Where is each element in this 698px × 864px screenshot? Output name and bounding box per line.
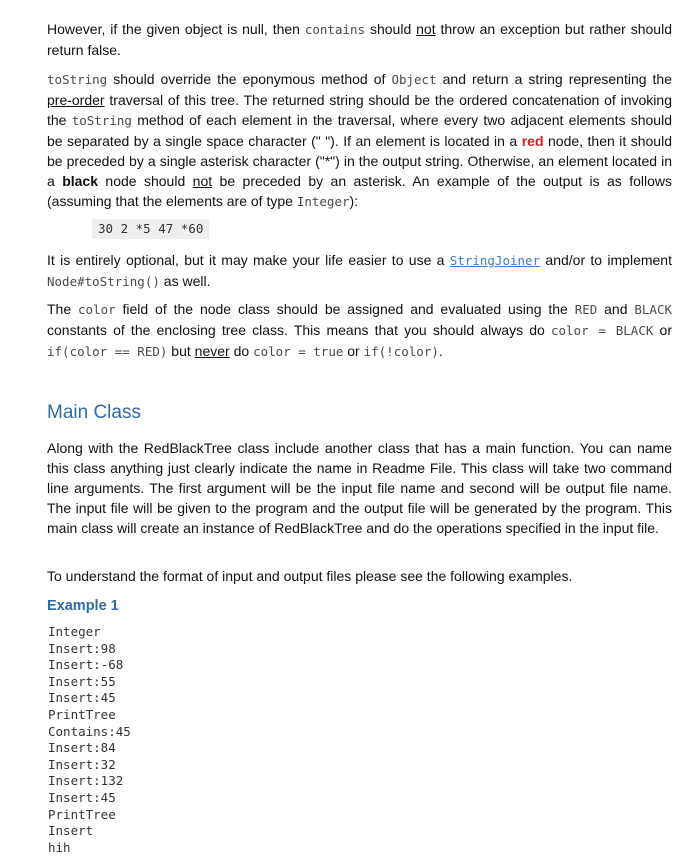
text-span: be preceded by an asterisk. An example of the output is as follows (assuming that the elements are of type — [47, 173, 672, 209]
text-span: and/or to implement — [540, 252, 672, 268]
code-if-not-color: if(!color) — [363, 344, 439, 359]
code-color: color — [78, 302, 116, 317]
optional-stringjoiner-paragraph — [47, 250, 672, 292]
code-line: hih — [48, 839, 71, 855]
code-line: Insert — [48, 823, 94, 839]
text-span: as well. — [159, 273, 211, 289]
code-integer: Integer — [296, 194, 350, 209]
color-field-paragraph — [47, 299, 672, 362]
text-span: constants of the enclosing tree class. This means that you should always do — [47, 322, 551, 338]
example-1-input-code — [48, 624, 131, 856]
code-tostring: toString — [71, 113, 132, 128]
text-span: should override the eponymous method of — [107, 71, 392, 87]
code-color-black: color = BLACK — [551, 323, 654, 338]
code-object: Object — [391, 72, 437, 87]
text-span: or — [653, 322, 673, 338]
code-line: PrintTree — [48, 806, 116, 822]
code-line: Insert:45 — [48, 690, 116, 706]
code-red: RED — [574, 302, 598, 317]
example-1-heading: Example 1 — [47, 598, 119, 614]
text-span: and — [597, 301, 635, 317]
red-keyword: red — [521, 133, 544, 149]
text-span: throw an exception but rather should return false. — [47, 21, 672, 58]
text-span: It is entirely optional, but it may make your life easier to use a — [47, 252, 450, 268]
code-line: Insert:32 — [48, 756, 116, 772]
text-span: traversal of this tree. The returned string should be the ordered concatenation of invoking the — [47, 92, 672, 128]
code-line: Insert:55 — [48, 673, 116, 689]
text-span: and return a string representing the — [436, 71, 673, 87]
code-line: Insert:84 — [48, 740, 116, 756]
text-span: However, if the given object is null, then — [47, 21, 305, 37]
black-keyword: black — [62, 173, 99, 189]
code-line: Insert:-68 — [48, 657, 124, 673]
code-contains: contains — [304, 22, 366, 37]
code-color-true: color = true — [253, 344, 344, 359]
text-span: node, then it should be preceded by a single asterisk character ("*") in the output string. Otherwise, an element located in a — [47, 133, 672, 189]
code-line: Insert:98 — [48, 640, 116, 656]
underlined-never: never — [194, 343, 230, 359]
code-line: Contains:45 — [48, 723, 131, 739]
code-node-tostring: Node#toString() — [47, 274, 160, 289]
sample-output-code: 30 2 *5 47 *60 — [92, 219, 209, 239]
stringjoiner-link[interactable]: StringJoiner — [449, 253, 541, 268]
text-span: field of the node class should be assigned and evaluated using the — [115, 301, 575, 317]
code-line: PrintTree — [48, 706, 116, 722]
underlined-pre-order: pre-order — [47, 92, 105, 108]
underlined-not: not — [416, 21, 436, 37]
text-span: node should — [98, 173, 193, 189]
tostring-paragraph — [47, 69, 672, 212]
main-class-heading: Main Class — [47, 402, 141, 423]
text-span: or — [343, 343, 364, 359]
text-span: The — [47, 301, 78, 317]
code-if-color-red: if(color == RED) — [47, 344, 168, 359]
code-line: Insert:45 — [48, 789, 116, 805]
null-contains-paragraph — [47, 19, 672, 60]
code-line: Insert:132 — [48, 773, 124, 789]
code-black: BLACK — [634, 302, 673, 317]
code-line: Integer — [48, 624, 101, 639]
main-class-paragraph: Along with the RedBlackTree class include another class that has a main function. You can name this class anything just clearly indicate the name in Readme File. This class will take two command line arguments. The first argument will be the input file name and second will be output file name. The input file will be given to the program and the output file will be generated by the program. This main class will create an instance of RedBlackTree and do the operations specified in the input file. — [47, 440, 672, 536]
text-span: ): — [349, 193, 359, 209]
text-span: should — [365, 21, 417, 37]
code-tostring: toString — [47, 72, 108, 87]
text-span: but — [167, 343, 195, 359]
text-span: method of each element in the traversal, where every two adjacent elements should be separated by a single space character (" "). If an element is located in a — [47, 112, 672, 149]
text-span: do — [229, 343, 254, 359]
format-intro-paragraph: To understand the format of input and output files please see the following examples. — [47, 568, 573, 584]
underlined-not: not — [192, 173, 213, 189]
text-span: . — [438, 343, 443, 359]
